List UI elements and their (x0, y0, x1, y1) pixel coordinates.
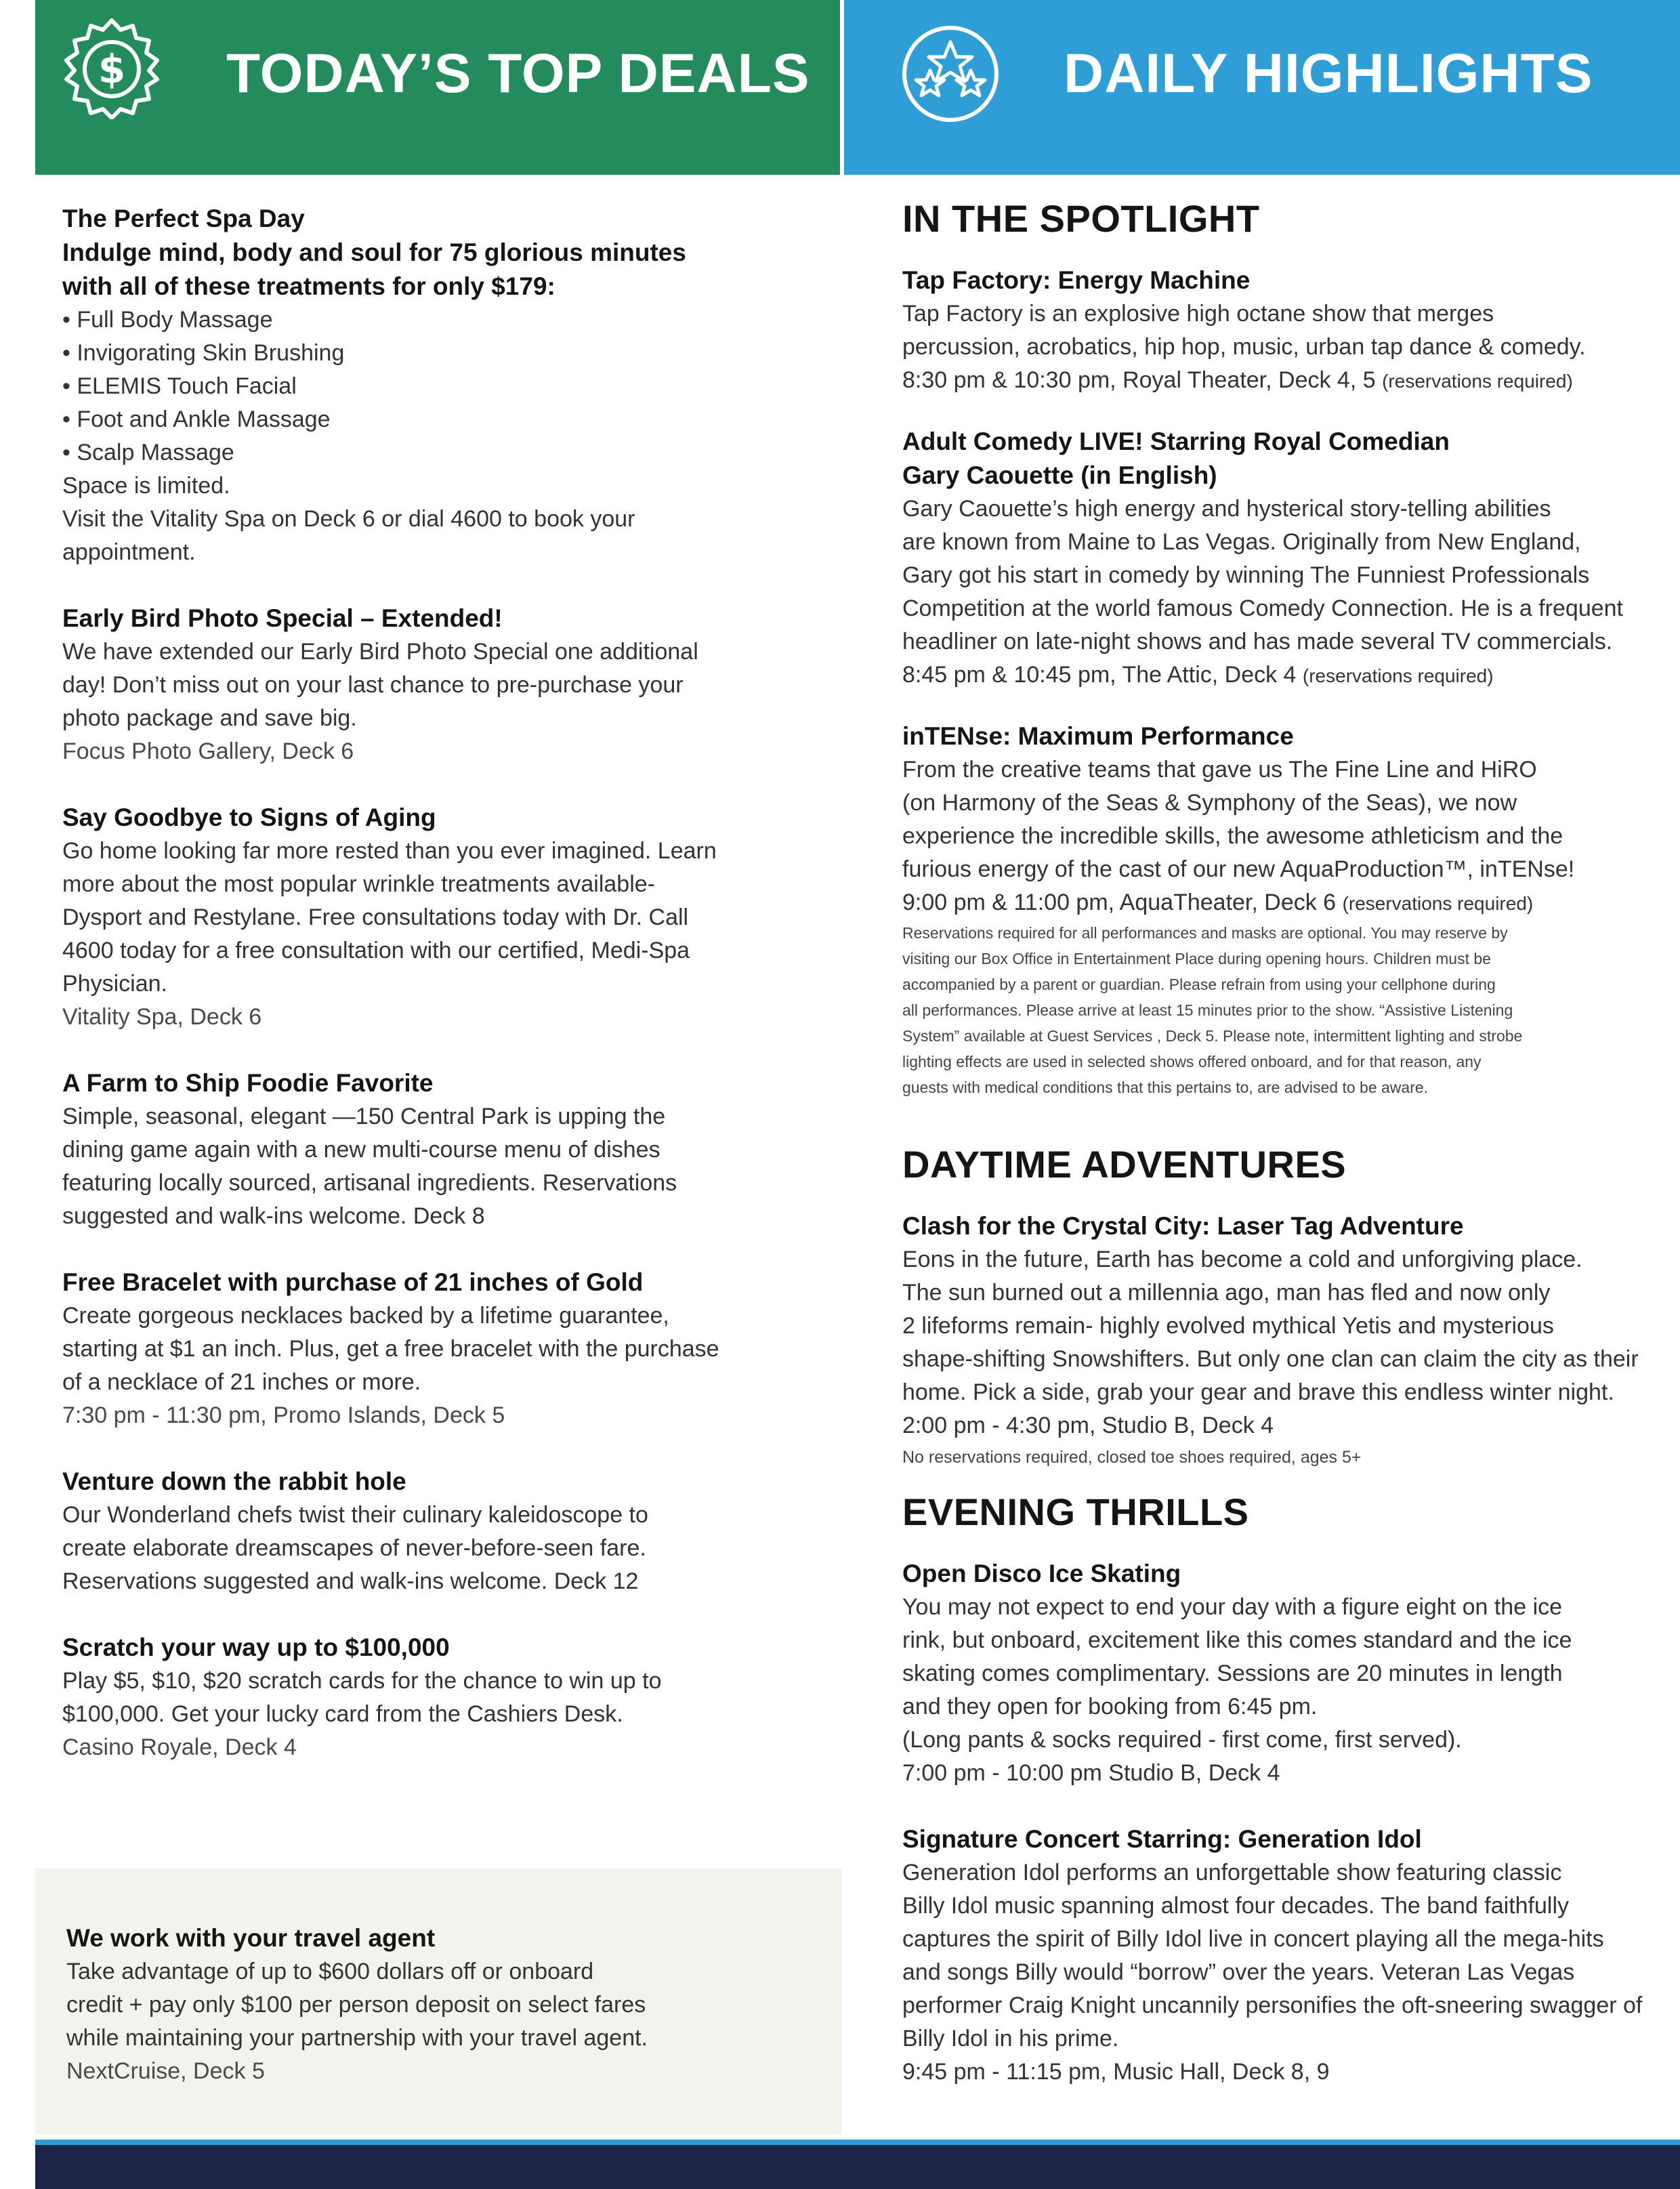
intense-text: From the creative teams that gave us The Fine Line and HiRO (902, 757, 1537, 783)
comedy-title-1: Adult Comedy LIVE! Starring Royal Comedian (902, 428, 1450, 455)
intense-note: (reservations required) (1342, 893, 1534, 914)
tap-note: (reservations required) (1382, 371, 1573, 392)
spa-note: Space is limited. (62, 473, 230, 499)
intense-text: furious energy of the cast of our new AquaProduction™, inTENse! (902, 856, 1575, 882)
photo-title: Early Bird Photo Special – Extended! (62, 604, 503, 632)
comedy-show (902, 425, 1675, 692)
intense-fine-print: visiting our Box Office in Entertainment Place during opening hours. Children must be (902, 950, 1491, 967)
comedy-text: headliner on late-night shows and has made several TV commercials. (902, 629, 1613, 654)
travel-agent-box (35, 1869, 841, 2134)
disco-title: Open Disco Ice Skating (902, 1560, 1181, 1587)
laser-text: home. Pick a side, grab your gear and brave this endless winter night. (902, 1379, 1614, 1405)
aging-text: Physician. (62, 971, 167, 997)
bracelet-deal (62, 1266, 821, 1432)
idol-concert (902, 1822, 1675, 2089)
laser-text: Eons in the future, Earth has become a cold and unforgiving place. (902, 1247, 1582, 1272)
tap-factory (902, 264, 1675, 398)
agent-title: We work with your travel agent (66, 1924, 436, 1952)
agent-text: while maintaining your partnership with your travel agent. (66, 2025, 648, 2051)
farm-text: featuring locally sourced, artisanal ingredients. Reservations (62, 1170, 677, 1196)
rabbit-text: Our Wonderland chefs twist their culinary kaleidoscope to (62, 1502, 648, 1528)
bracelet-title: Free Bracelet with purchase of 21 inches of Gold (62, 1268, 644, 1296)
laser-title: Clash for the Crystal City: Laser Tag Adventure (902, 1212, 1464, 1240)
scratch-text: $100,000. Get your lucky card from the Cashiers Desk. (62, 1701, 623, 1727)
top-deals-banner (35, 0, 840, 175)
spa-bullet: • Foot and Ankle Massage (62, 406, 331, 432)
tap-title: Tap Factory: Energy Machine (902, 266, 1251, 294)
photo-deal (62, 602, 821, 768)
scratch-title: Scratch your way up to $100,000 (62, 1633, 450, 1661)
concert-title: Signature Concert Starring: Generation Idol (902, 1825, 1422, 1853)
disco-text: skating comes complimentary. Sessions are 20 minutes in length (902, 1661, 1563, 1686)
svg-text:$: $ (98, 46, 126, 92)
aging-title: Say Goodbye to Signs of Aging (62, 804, 436, 831)
concert-text: Billy Idol music spanning almost four decades. The band faithfully (902, 1893, 1570, 1919)
spotlight-heading: IN THE SPOTLIGHT (902, 197, 1260, 240)
dollar-badge-icon (61, 18, 163, 123)
concert-text: performer Craig Knight uncannily personifies the oft-sneering swagger of (902, 1993, 1643, 2018)
intense-fine-print: Reservations required for all performances and masks are optional. You may reserve by (902, 924, 1508, 942)
disco-time: 7:00 pm - 10:00 pm Studio B, Deck 4 (902, 1760, 1280, 1786)
aging-text: 4600 today for a free consultation with our certified, Medi-Spa (62, 938, 690, 963)
bracelet-location: 7:30 pm - 11:30 pm, Promo Islands, Deck 5 (62, 1402, 505, 1428)
spa-subtitle-1: Indulge mind, body and soul for 75 glorious minutes (62, 238, 686, 266)
intense-text: experience the incredible skills, the awesome athleticism and the (902, 823, 1563, 849)
concert-text: and songs Billy would “borrow” over the years. Veteran Las Vegas (902, 1959, 1575, 1985)
daily-highlights-banner (844, 0, 1680, 175)
photo-text: We have extended our Early Bird Photo Special one additional (62, 639, 698, 665)
disco-text: rink, but onboard, excitement like this comes standard and the ice (902, 1627, 1572, 1653)
scratch-location: Casino Royale, Deck 4 (62, 1734, 297, 1760)
footer-bar (35, 2140, 1680, 2189)
laser-time: 2:00 pm - 4:30 pm, Studio B, Deck 4 (902, 1413, 1274, 1438)
spa-note: appointment. (62, 539, 196, 565)
agent-text: Take advantage of up to $600 dollars off or onboard (66, 1959, 594, 1984)
farm-text: dining game again with a new multi-course menu of dishes (62, 1137, 660, 1163)
spa-subtitle-2: with all of these treatments for only $179: (62, 272, 555, 300)
concert-text: captures the spirit of Billy Idol live in concert playing all the mega-hits (902, 1926, 1604, 1952)
comedy-text: are known from Maine to Las Vegas. Originally from New England, (902, 529, 1581, 555)
spa-bullet: • Full Body Massage (62, 307, 273, 333)
comedy-time (902, 659, 1675, 692)
concert-time: 9:45 pm - 11:15 pm, Music Hall, Deck 8, 9 (902, 2059, 1330, 2085)
agent-location: NextCruise, Deck 5 (66, 2058, 265, 2084)
evening-heading: EVENING THRILLS (902, 1490, 1249, 1533)
rabbit-text: Reservations suggested and walk-ins welcome. Deck 12 (62, 1568, 639, 1594)
intense-show (902, 720, 1675, 1100)
intense-fine-print: System” available at Guest Services , Deck 5. Please note, intermittent lighting and strobe (902, 1027, 1523, 1045)
comedy-note: (reservations required) (1302, 665, 1494, 686)
rabbit-text: create elaborate dreamscapes of never-before-seen fare. (62, 1535, 646, 1561)
photo-location: Focus Photo Gallery, Deck 6 (62, 738, 354, 764)
laser-text: shape-shifting Snowshifters. But only one clan can claim the city as their (902, 1346, 1639, 1372)
comedy-text: Gary got his start in comedy by winning The Funniest Professionals (902, 562, 1590, 588)
intense-text: (on Harmony of the Seas & Symphony of the Seas), we now (902, 790, 1517, 816)
top-deals-title: TODAY’S TOP DEALS (226, 43, 810, 104)
spa-note: Visit the Vitality Spa on Deck 6 or dial 4600 to book your (62, 506, 635, 532)
right-column (902, 196, 1675, 2089)
intense-fine-print: all performances. Please arrive at least 15 minutes prior to the show. “Assistive Listening (902, 1001, 1513, 1019)
laser-text: The sun burned out a millennia ago, man has fled and now only (902, 1280, 1551, 1306)
tap-text: Tap Factory is an explosive high octane show that merges (902, 301, 1494, 327)
laser-tag (902, 1209, 1675, 1472)
comedy-text: Competition at the world famous Comedy Connection. He is a frequent (902, 596, 1623, 621)
farm-title: A Farm to Ship Foodie Favorite (62, 1069, 434, 1097)
tap-text: percussion, acrobatics, hip hop, music, urban tap dance & comedy. (902, 334, 1586, 360)
bracelet-text: starting at $1 an inch. Plus, get a free bracelet with the purchase (62, 1336, 719, 1362)
stars-badge-icon (900, 23, 1001, 128)
disco-text: (Long pants & socks required - first come, first served). (902, 1727, 1462, 1753)
daily-highlights-title: DAILY HIGHLIGHTS (1064, 43, 1593, 104)
aging-location: Vitality Spa, Deck 6 (62, 1004, 262, 1030)
farm-deal (62, 1066, 821, 1233)
rabbit-title: Venture down the rabbit hole (62, 1467, 406, 1495)
photo-text: photo package and save big. (62, 705, 357, 731)
photo-text: day! Don’t miss out on your last chance to pre-purchase your (62, 672, 684, 698)
bracelet-text: Create gorgeous necklaces backed by a lifetime guarantee, (62, 1303, 669, 1329)
intense-fine-print: accompanied by a parent or guardian. Please refrain from using your cellphone during (902, 976, 1496, 993)
intense-fine-print: lighting effects are used in selected shows offered onboard, and for that reason, any (902, 1053, 1482, 1070)
disco-text: and they open for booking from 6:45 pm. (902, 1694, 1318, 1719)
agent-text: credit + pay only $100 per person deposit on select fares (66, 1992, 646, 2018)
intense-time-text: 9:00 pm & 11:00 pm, AquaTheater, Deck 6 (902, 890, 1337, 915)
laser-fine-print: No reservations required, closed toe shoes required, ages 5+ (902, 1448, 1362, 1467)
spa-bullet: • Invigorating Skin Brushing (62, 340, 345, 366)
left-column (62, 202, 821, 1764)
comedy-time-text: 8:45 pm & 10:45 pm, The Attic, Deck 4 (902, 662, 1297, 688)
tap-time-text: 8:30 pm & 10:30 pm, Royal Theater, Deck 4, 5 (902, 367, 1376, 393)
disco-text: You may not expect to end your day with a figure eight on the ice (902, 1594, 1563, 1620)
scratch-text: Play $5, $10, $20 scratch cards for the chance to win up to (62, 1668, 662, 1694)
daytime-heading: DAYTIME ADVENTURES (902, 1143, 1347, 1186)
intense-time (902, 886, 1675, 920)
bracelet-text: of a necklace of 21 inches or more. (62, 1369, 421, 1395)
farm-text: Simple, seasonal, elegant —150 Central Park is upping the (62, 1104, 666, 1129)
laser-text: 2 lifeforms remain- highly evolved mythical Yetis and mysterious (902, 1313, 1554, 1339)
aging-text: Go home looking far more rested than you ever imagined. Learn (62, 838, 717, 864)
concert-text: Billy Idol in his prime. (902, 2026, 1119, 2051)
tap-time (902, 364, 1675, 398)
comedy-text: Gary Caouette’s high energy and hysterical story-telling abilities (902, 496, 1551, 522)
intense-title: inTENse: Maximum Performance (902, 722, 1294, 750)
spa-bullet: • Scalp Massage (62, 440, 234, 465)
aging-text: more about the most popular wrinkle treatments available- (62, 871, 655, 897)
aging-text: Dysport and Restylane. Free consultations today with Dr. Call (62, 904, 689, 930)
spa-bullet: • ELEMIS Touch Facial (62, 373, 297, 399)
disco-skating (902, 1557, 1675, 1790)
comedy-title-2: Gary Caouette (in English) (902, 461, 1217, 489)
intense-fine-print: guests with medical conditions that this pertains to, are advised to be aware. (902, 1079, 1429, 1096)
concert-text: Generation Idol performs an unforgettable show featuring classic (902, 1860, 1562, 1885)
spa-deal (62, 202, 821, 569)
aging-deal (62, 801, 821, 1034)
spa-title: The Perfect Spa Day (62, 205, 305, 232)
scratch-deal (62, 1631, 821, 1764)
farm-text: suggested and walk-ins welcome. Deck 8 (62, 1203, 485, 1229)
rabbit-deal (62, 1465, 821, 1598)
